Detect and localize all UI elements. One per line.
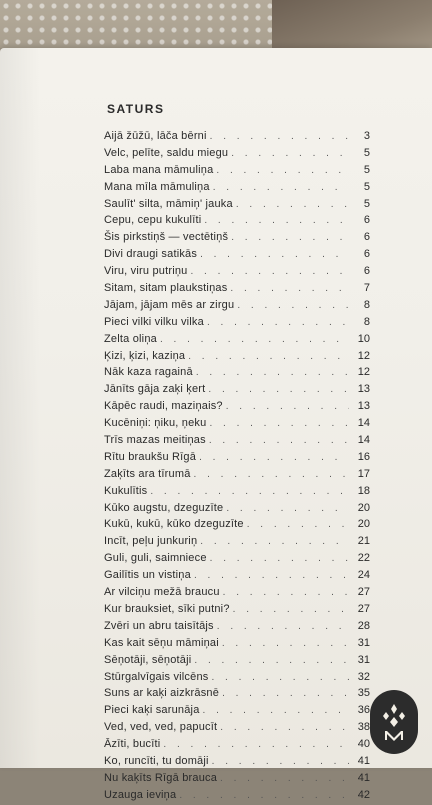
dot-leader xyxy=(200,247,349,264)
toc-entry xyxy=(104,128,370,145)
toc-entry xyxy=(104,432,370,449)
toc-entry xyxy=(104,381,370,398)
toc-entry xyxy=(104,449,370,466)
dot-leader xyxy=(191,264,350,281)
toc-entry-title: Zaķīts ara tīrumā xyxy=(104,467,191,480)
toc-entry xyxy=(104,770,370,787)
ornament-logo-icon xyxy=(370,690,418,754)
toc-entry xyxy=(104,314,370,331)
toc-entry-title: Viru, viru putriņu xyxy=(104,265,188,278)
toc-entry-title: Stūrgalvīgais vilcēns xyxy=(104,670,209,683)
toc-entry xyxy=(104,702,370,719)
toc-entry-title: Ķizi, ķizi, kaziņa xyxy=(104,349,186,362)
dot-leader xyxy=(203,703,349,720)
toc-entry xyxy=(104,297,370,314)
table-of-contents xyxy=(104,128,370,804)
toc-entry-title: Divi draugi satikās xyxy=(104,248,198,261)
dot-leader xyxy=(210,129,349,146)
toc-entry-title: Šis pirkstiņš — vectētiņš xyxy=(104,231,229,244)
toc-entry-page: 17 xyxy=(357,467,370,480)
toc-entry-title: Kukū, kukū, kūko dzeguzīte xyxy=(104,518,244,531)
ornament-logo-icon xyxy=(379,700,409,744)
toc-entry-page: 6 xyxy=(363,231,370,244)
dot-leader xyxy=(211,670,349,687)
toc-entry-page: 28 xyxy=(357,619,370,632)
toc-entry-title: Uzauga ieviņa xyxy=(104,788,177,801)
dot-leader xyxy=(220,771,349,788)
toc-entry xyxy=(104,162,370,179)
toc-entry-page: 31 xyxy=(357,636,370,649)
toc-entry-page: 31 xyxy=(357,653,370,666)
toc-entry-page: 20 xyxy=(357,518,370,531)
toc-entry-page: 21 xyxy=(357,535,370,548)
toc-entry xyxy=(104,736,370,753)
toc-entry-title: Pieci kaķi sarunāja xyxy=(104,704,200,717)
toc-entry-page: 18 xyxy=(357,484,370,497)
toc-entry xyxy=(104,635,370,652)
dot-leader xyxy=(237,298,349,315)
dot-leader xyxy=(194,653,349,670)
dot-leader xyxy=(220,720,349,737)
toc-entry-page: 32 xyxy=(357,670,370,683)
toc-entry-title: Āzīti, bucīti xyxy=(104,738,161,751)
toc-entry-title: Laba mana māmuliņa xyxy=(104,163,214,176)
toc-entry-title: Kūko augstu, dzeguzīte xyxy=(104,501,224,514)
dot-leader xyxy=(209,433,349,450)
toc-entry xyxy=(104,787,370,804)
toc-entry-title: Kas kait sēņu māmiņai xyxy=(104,636,219,649)
dot-leader xyxy=(216,163,349,180)
toc-entry-title: Zvēri un abru taisītājs xyxy=(104,619,214,632)
toc-entry-page: 6 xyxy=(363,248,370,261)
toc-entry-page: 35 xyxy=(357,687,370,700)
toc-entry-page: 8 xyxy=(363,298,370,311)
toc-entry-page: 5 xyxy=(363,180,370,193)
toc-entry-title: Nu kaķīts Rīgā brauca xyxy=(104,771,218,784)
toc-entry-title: Incīt, peļu junkuriņ xyxy=(104,535,198,548)
toc-entry-page: 5 xyxy=(363,197,370,210)
toc-entry xyxy=(104,466,370,483)
toc-entry-page: 13 xyxy=(357,383,370,396)
toc-entry xyxy=(104,685,370,702)
toc-entry-title: Guli, guli, saimniece xyxy=(104,552,207,565)
toc-entry-page: 10 xyxy=(357,332,370,345)
toc-entry-title: Saulīt' silta, māmiņ' jauka xyxy=(104,197,233,210)
dot-leader xyxy=(212,754,349,771)
dot-leader xyxy=(188,349,349,366)
toc-entry xyxy=(104,331,370,348)
toc-entry-title: Ko, runcīti, tu domāji xyxy=(104,754,209,767)
dot-leader xyxy=(230,281,349,298)
toc-entry xyxy=(104,753,370,770)
toc-entry-page: 3 xyxy=(363,130,370,142)
toc-entry-title: Nāk kaza ragainā xyxy=(104,366,193,379)
toc-entry-page: 41 xyxy=(357,754,370,767)
contents-heading: SATURS xyxy=(107,102,165,116)
toc-entry-page: 5 xyxy=(363,146,370,159)
toc-entry xyxy=(104,618,370,635)
toc-entry xyxy=(104,601,370,618)
dot-leader xyxy=(194,467,349,484)
toc-entry-page: 27 xyxy=(357,586,370,599)
toc-entry-page: 14 xyxy=(357,417,370,430)
dot-leader xyxy=(213,180,349,197)
dot-leader xyxy=(208,382,349,399)
toc-entry xyxy=(104,280,370,297)
toc-entry xyxy=(104,179,370,196)
dot-leader xyxy=(222,636,349,653)
toc-entry-page: 13 xyxy=(357,400,370,413)
toc-entry-page: 27 xyxy=(357,602,370,615)
dot-leader xyxy=(160,332,349,349)
dot-leader xyxy=(199,450,349,467)
toc-entry-page: 36 xyxy=(357,704,370,717)
dot-leader xyxy=(204,213,349,230)
dot-leader xyxy=(200,534,349,551)
toc-entry-title: Sēņotāji, sēņotāji xyxy=(104,653,192,666)
dot-leader xyxy=(150,484,349,501)
toc-entry xyxy=(104,212,370,229)
dot-leader xyxy=(163,737,349,754)
toc-entry xyxy=(104,652,370,669)
toc-entry-page: 6 xyxy=(363,214,370,227)
toc-entry-page: 38 xyxy=(357,721,370,734)
toc-entry-title: Ved, ved, ved, papucīt xyxy=(104,721,218,734)
toc-entry xyxy=(104,364,370,381)
dot-leader xyxy=(179,788,349,805)
toc-entry-page: 12 xyxy=(357,366,370,379)
toc-entry-title: Aijā žūžū, lāča bērni xyxy=(104,130,207,142)
dot-leader xyxy=(210,551,349,568)
dot-leader xyxy=(196,365,349,382)
dot-leader xyxy=(217,619,349,636)
toc-entry-page: 8 xyxy=(363,315,370,328)
toc-entry xyxy=(104,145,370,162)
dot-leader xyxy=(207,315,349,332)
toc-entry-page: 42 xyxy=(357,788,370,801)
toc-entry-title: Ar vilciņu mežā braucu xyxy=(104,586,220,599)
toc-entry-page: 16 xyxy=(357,450,370,463)
dot-leader xyxy=(247,517,349,534)
toc-entry xyxy=(104,669,370,686)
toc-entry-title: Kāpēc raudi, maziņais? xyxy=(104,400,223,413)
toc-entry xyxy=(104,550,370,567)
toc-entry-title: Velc, pelīte, saldu miegu xyxy=(104,146,229,159)
toc-entry-title: Zelta oliņa xyxy=(104,332,157,345)
toc-entry-page: 20 xyxy=(357,501,370,514)
dot-leader xyxy=(209,416,349,433)
toc-entry-page: 12 xyxy=(357,349,370,362)
dot-leader xyxy=(226,501,349,518)
toc-entry xyxy=(104,516,370,533)
toc-entry-title: Rītu braukšu Rīgā xyxy=(104,450,197,463)
toc-entry xyxy=(104,719,370,736)
dot-leader xyxy=(236,197,349,214)
toc-entry-title: Sitam, sitam plaukstiņas xyxy=(104,282,228,295)
toc-entry-page: 14 xyxy=(357,434,370,447)
toc-entry-title: Mana mīla māmuliņa xyxy=(104,180,210,193)
toc-entry xyxy=(104,398,370,415)
toc-entry-title: Cepu, cepu kukulīti xyxy=(104,214,202,227)
toc-entry-page: 40 xyxy=(357,738,370,751)
toc-entry xyxy=(104,263,370,280)
toc-entry xyxy=(104,229,370,246)
toc-entry xyxy=(104,533,370,550)
toc-entry-page: 41 xyxy=(357,771,370,784)
toc-entry-page: 5 xyxy=(363,163,370,176)
toc-entry xyxy=(104,483,370,500)
toc-entry xyxy=(104,500,370,517)
toc-entry xyxy=(104,246,370,263)
toc-entry-title: Kucēniņi: ņiku, ņeku xyxy=(104,417,207,430)
toc-entry-title: Suns ar kaķi aizkrāsnē xyxy=(104,687,220,700)
toc-entry xyxy=(104,196,370,213)
toc-entry xyxy=(104,567,370,584)
toc-entry-title: Pieci vilki vilku vilka xyxy=(104,315,204,328)
dot-leader xyxy=(231,230,349,247)
toc-entry-title: Kur brauksiet, sīki putni? xyxy=(104,602,230,615)
toc-entry-title: Gailītis un vistiņa xyxy=(104,569,191,582)
toc-entry xyxy=(104,415,370,432)
toc-entry-page: 6 xyxy=(363,265,370,278)
dot-leader xyxy=(194,568,349,585)
toc-entry xyxy=(104,584,370,601)
toc-entry xyxy=(104,348,370,365)
toc-entry-page: 24 xyxy=(357,569,370,582)
dot-leader xyxy=(222,686,349,703)
toc-entry-title: Kukulītis xyxy=(104,484,148,497)
toc-entry-title: Jājam, jājam mēs ar zirgu xyxy=(104,298,235,311)
dot-leader xyxy=(233,602,349,619)
toc-entry-page: 22 xyxy=(357,552,370,565)
toc-entry-title: Jānīts gāja zaķi ķert xyxy=(104,383,206,396)
toc-entry-title: Trīs mazas meitiņas xyxy=(104,434,206,447)
dot-leader xyxy=(231,146,349,163)
toc-entry-page: 7 xyxy=(363,282,370,295)
dot-leader xyxy=(223,585,349,602)
dot-leader xyxy=(226,399,349,416)
